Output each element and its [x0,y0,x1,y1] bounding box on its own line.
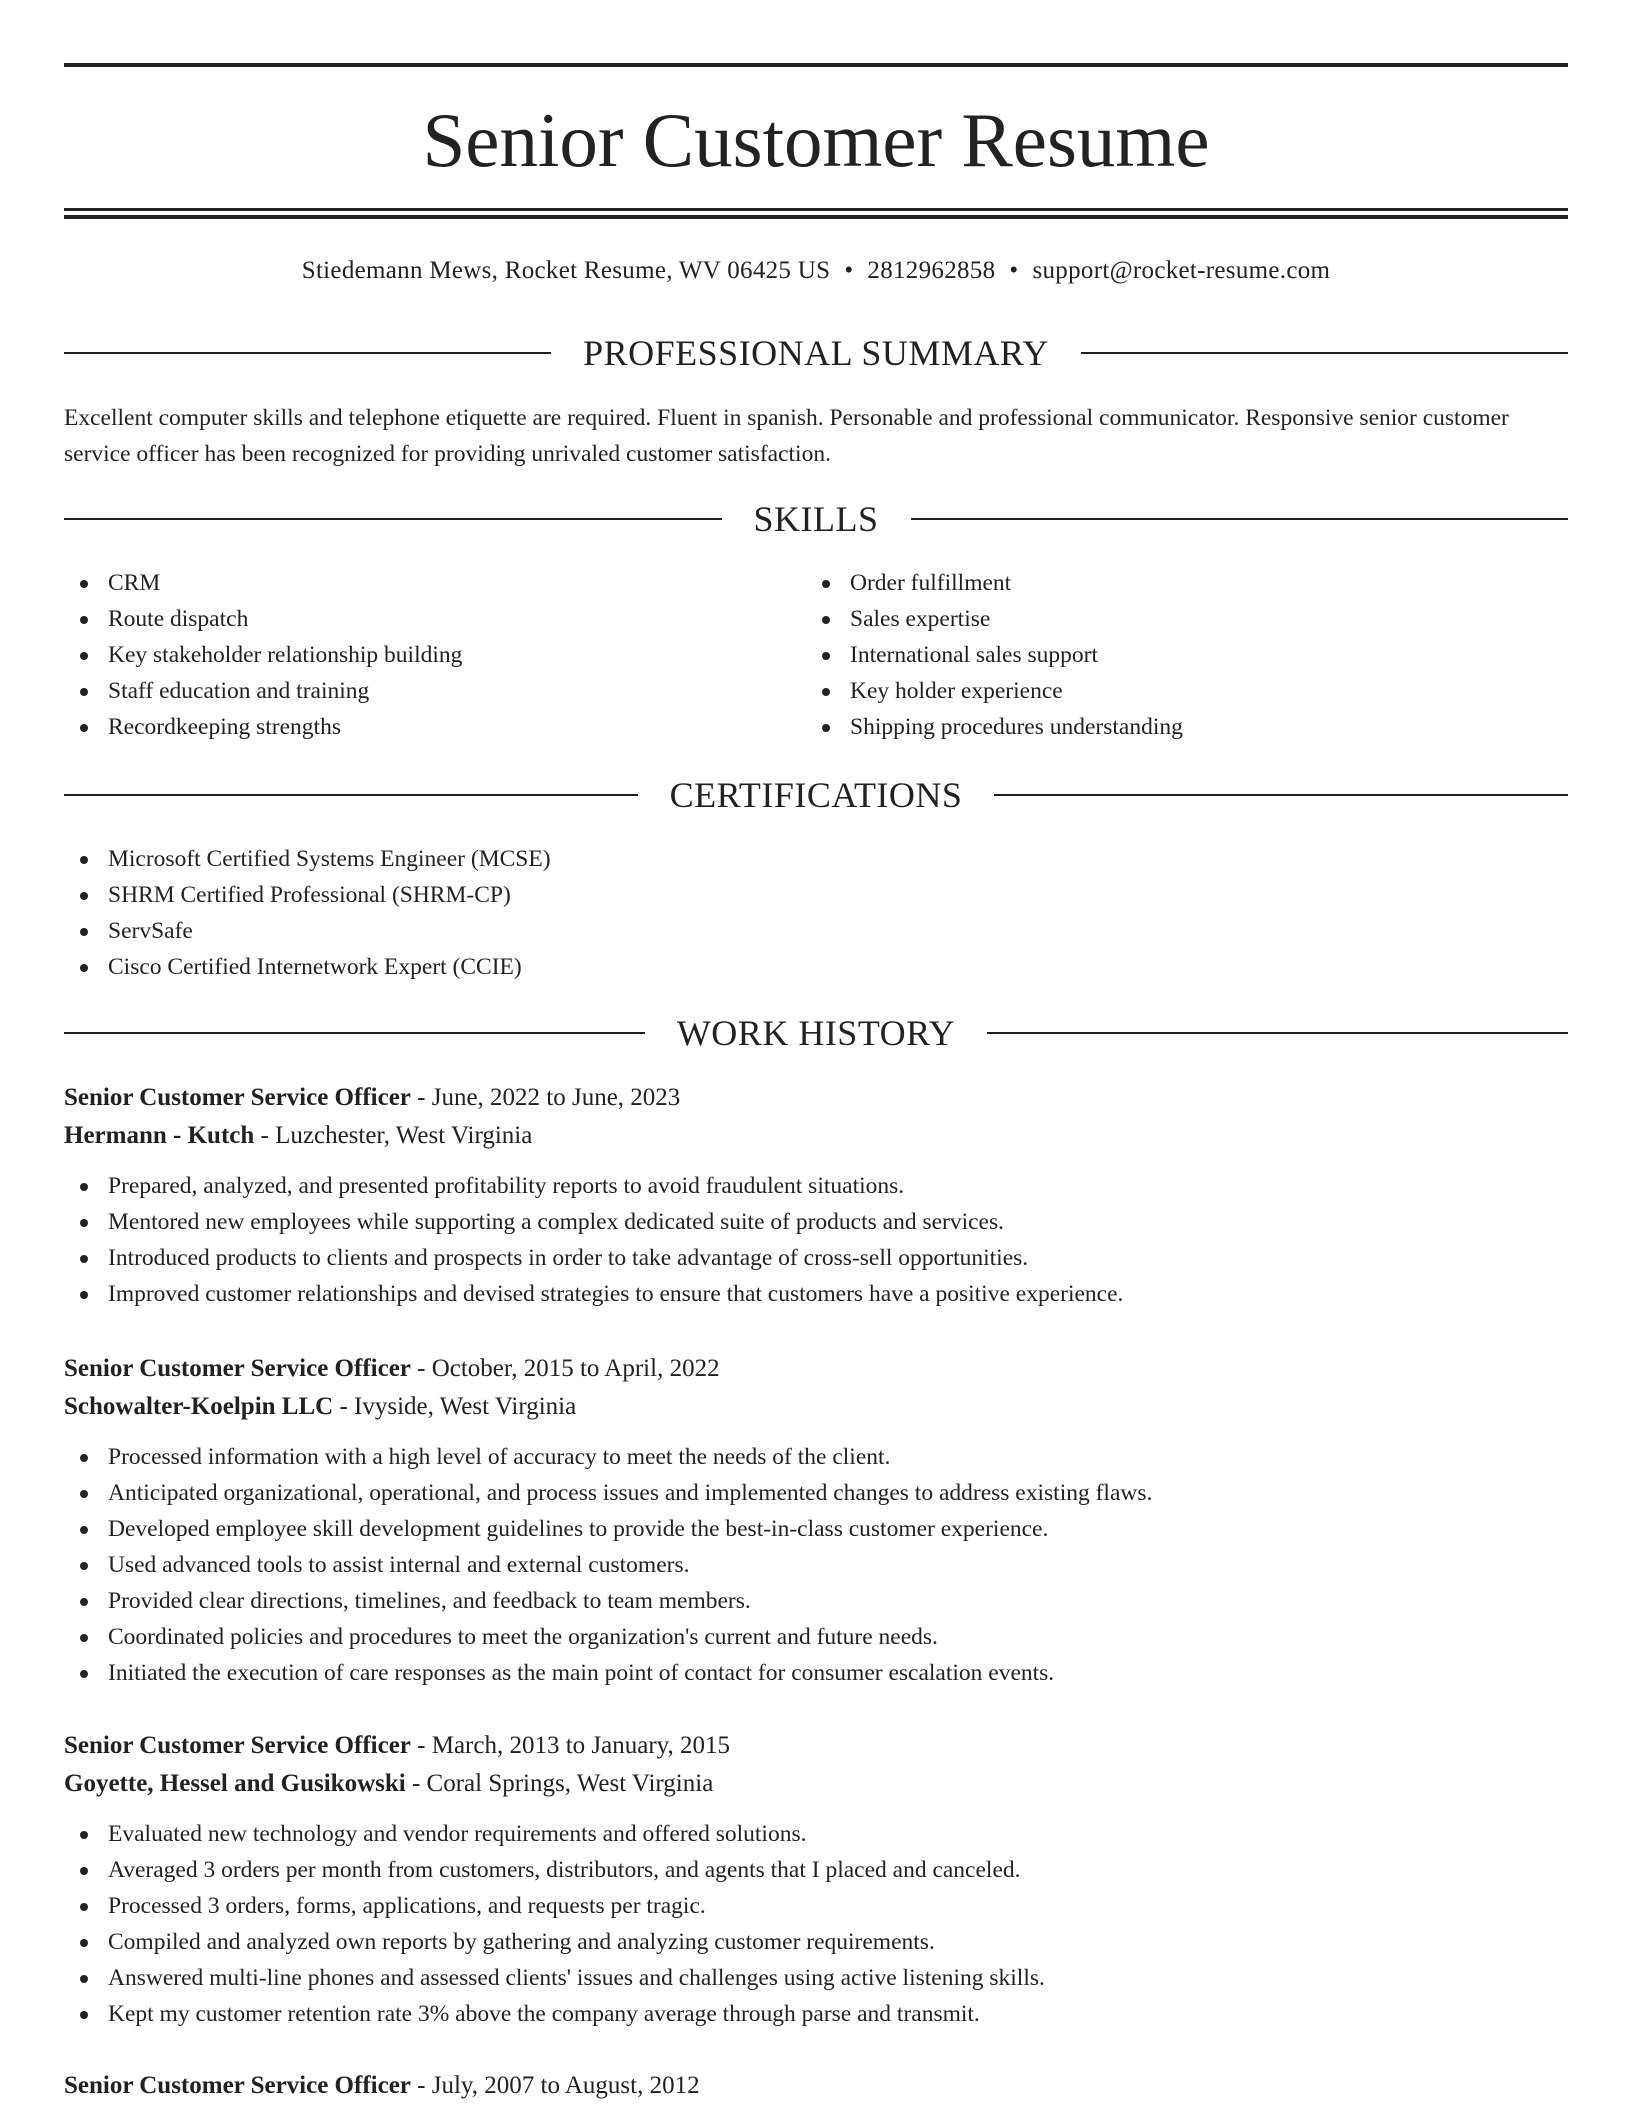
skill-item: Route dispatch [64,601,764,637]
job-title-line [64,1727,1568,1765]
resume-title: Senior Customer Resume [422,97,1210,183]
job-bullet: Improved customer relationships and devised strategies to ensure that customers have a positive experience. [64,1276,1568,1312]
skills-column-left [64,565,764,745]
job-bullet: Prepared, analyzed, and presented profitability reports to avoid fraudulent situations. [64,1168,1568,1204]
job-entry [64,2067,1568,2105]
skill-item: CRM [64,565,764,601]
certifications-list [64,841,1568,985]
job-location: - Coral Springs, West Virginia [405,1770,714,1797]
job-company: Goyette, Hessel and Gusikowski [64,1770,406,1797]
job-bullet: Averaged 3 orders per month from customers, distributors, and agents that I placed and canceled. [64,1852,1568,1888]
title-bottom-rule-2 [64,215,1568,219]
job-location: - Luzchester, West Virginia [254,1122,533,1149]
job-bullet: Processed 3 orders, forms, applications, and requests per tragic. [64,1888,1568,1924]
section-header-skills [64,499,1568,539]
job-bullet: Initiated the execution of care responses as the main point of contact for consumer escalation events. [64,1655,1568,1691]
job-bullet: Evaluated new technology and vendor requirements and offered solutions. [64,1816,1568,1852]
job-title: Senior Customer Service Officer [64,1355,411,1382]
job-entry [64,1079,1568,1312]
section-rule [64,794,638,796]
job-company-line [64,1388,1568,1426]
contact-phone: 2812962858 [867,257,996,284]
skill-item: Sales expertise [806,601,1506,637]
job-company-line [64,1117,1568,1155]
job-bullet: Developed employee skill development guidelines to provide the best-in-class customer experience. [64,1511,1568,1547]
job-bullet: Used advanced tools to assist internal and external customers. [64,1547,1568,1583]
job-dates: - June, 2022 to June, 2023 [410,1084,681,1111]
job-title-line [64,2067,1568,2105]
contact-separator: • [1009,257,1019,284]
skills-column-right [806,565,1506,745]
contact-email: support@rocket-resume.com [1032,257,1331,284]
summary-text: Excellent computer skills and telephone etiquette are required. Fluent in spanish. Personable and professional communicator. Responsive senior customer service officer has been recognized for providing unrivaled customer satisfaction. [64,405,1509,467]
job-bullet: Anticipated organizational, operational, and process issues and implemented changes to address existing flaws. [64,1475,1568,1511]
job-dates: - October, 2015 to April, 2022 [410,1355,720,1382]
section-header-summary [64,333,1568,373]
section-title: CERTIFICATIONS [669,775,963,815]
job-bullet: Mentored new employees while supporting a complex dedicated suite of products and services. [64,1204,1568,1240]
job-bullet: Introduced products to clients and prospects in order to take advantage of cross-sell opportunities. [64,1240,1568,1276]
certifications-block [64,841,1568,985]
skill-item: Recordkeeping strengths [64,709,764,745]
job-company-line [64,1765,1568,1803]
job-location: - Ivyside, West Virginia [333,1393,577,1420]
job-entry [64,1350,1568,1691]
job-title: Senior Customer Service Officer [64,2072,411,2099]
skill-item: Key holder experience [806,673,1506,709]
certification-item: SHRM Certified Professional (SHRM-CP) [64,877,1568,913]
skills-list-right [806,565,1506,745]
section-header-work-history [64,1013,1568,1053]
section-rule [987,1032,1568,1034]
job-title: Senior Customer Service Officer [64,1732,411,1759]
job-company: Hermann - Kutch [64,1122,255,1149]
section-title: PROFESSIONAL SUMMARY [583,333,1049,373]
skill-item: Order fulfillment [806,565,1506,601]
job-company: Schowalter-Koelpin LLC [64,1393,334,1420]
section-rule [64,352,551,354]
job-title: Senior Customer Service Officer [64,1084,411,1111]
skill-item: International sales support [806,637,1506,673]
section-title: SKILLS [753,499,879,539]
job-dates: - March, 2013 to January, 2015 [410,1732,731,1759]
title-bottom-rule [64,208,1568,211]
section-rule [64,518,722,520]
job-bullet: Compiled and analyzed own reports by gathering and analyzing customer requirements. [64,1924,1568,1960]
section-title: WORK HISTORY [676,1013,956,1053]
contact-separator: • [844,257,854,284]
title-top-rule [64,63,1568,67]
job-dates: - July, 2007 to August, 2012 [410,2072,700,2099]
section-rule [994,794,1568,796]
job-title-line [64,1350,1568,1388]
skill-item: Shipping procedures understanding [806,709,1506,745]
certification-item: Cisco Certified Internetwork Expert (CCIE) [64,949,1568,985]
certification-item: Microsoft Certified Systems Engineer (MCSE) [64,841,1568,877]
certification-item: ServSafe [64,913,1568,949]
contact-address: Stiedemann Mews, Rocket Resume, WV 06425 US [301,257,831,284]
section-rule [64,1032,645,1034]
section-rule [911,518,1569,520]
section-rule [1081,352,1568,354]
job-bullet: Provided clear directions, timelines, and feedback to team members. [64,1583,1568,1619]
job-bullet: Kept my customer retention rate 3% above the company average through parse and transmit. [64,1996,1568,2032]
section-header-certifications [64,775,1568,815]
skill-item: Key stakeholder relationship building [64,637,764,673]
skill-item: Staff education and training [64,673,764,709]
contact-line [64,254,1568,288]
job-bullets [64,1816,1568,2032]
job-bullet: Coordinated policies and procedures to meet the organization's current and future needs. [64,1619,1568,1655]
job-bullets [64,1439,1568,1691]
job-bullets [64,1168,1568,1312]
job-bullet: Processed information with a high level of accuracy to meet the needs of the client. [64,1439,1568,1475]
job-title-line [64,1079,1568,1117]
job-entry [64,1727,1568,2032]
job-bullet: Answered multi-line phones and assessed clients' issues and challenges using active listening skills. [64,1960,1568,1996]
skills-list-left [64,565,764,745]
